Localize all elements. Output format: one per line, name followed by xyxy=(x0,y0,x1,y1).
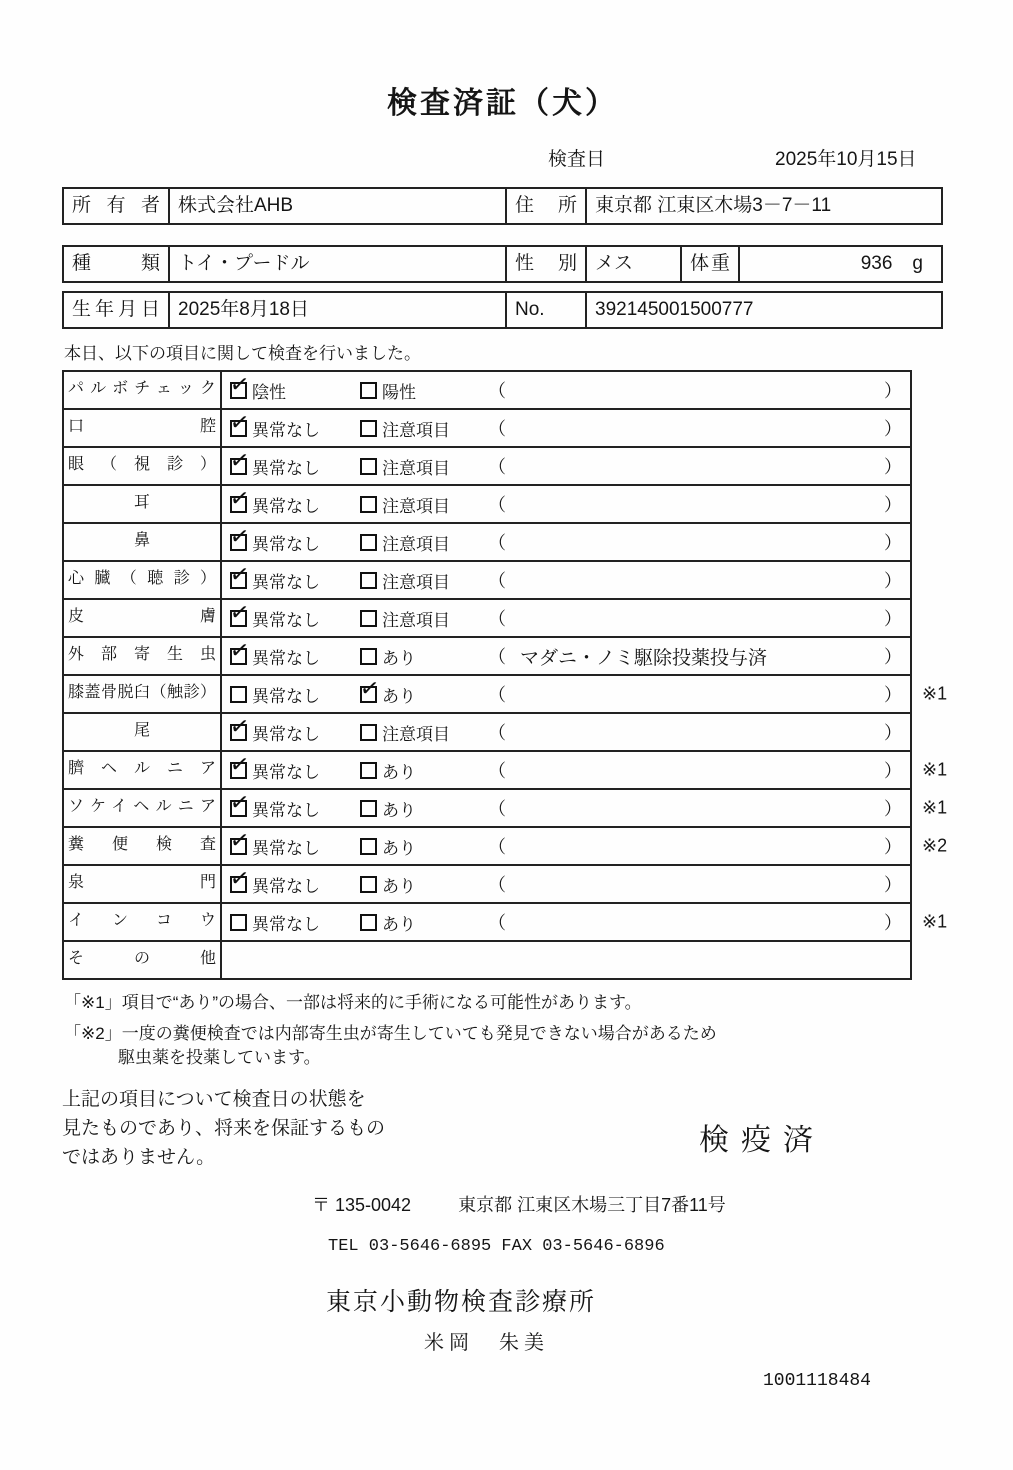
check-mark-icon: ✓ xyxy=(228,521,252,550)
checkbox-option xyxy=(360,834,488,859)
result-field xyxy=(488,833,910,859)
check-mark-icon: ✓ xyxy=(228,483,252,512)
checkbox-option xyxy=(360,568,488,593)
clinic-postal-address xyxy=(312,1191,943,1217)
open-parenthesis: （ xyxy=(488,495,506,515)
check-mark-icon: ✓ xyxy=(228,369,252,398)
inspection-item-label: 皮膚 xyxy=(64,600,222,636)
footnote-marker: ※1 xyxy=(922,797,948,818)
check-mark-icon: ✓ xyxy=(228,445,252,474)
inspection-date-label: 検査日 xyxy=(547,149,605,170)
inspection-row xyxy=(64,902,948,940)
inspection-row-body xyxy=(222,369,910,408)
open-parenthesis: （ xyxy=(488,913,506,933)
inspection-row xyxy=(64,749,948,788)
inspection-row-body xyxy=(222,635,910,674)
checkbox-unchecked xyxy=(230,686,247,703)
option-label: 異常なし xyxy=(252,762,320,782)
close-parenthesis: ） xyxy=(884,799,902,819)
option-label: 異常なし xyxy=(252,800,320,820)
inspection-item-label: 眼（視診） xyxy=(64,448,222,484)
result-field xyxy=(488,491,910,517)
open-parenthesis: （ xyxy=(488,875,506,895)
footnote-2-line2: 駆虫薬を投薬しています。 xyxy=(118,1048,321,1067)
option-label: 異常なし xyxy=(252,914,320,934)
inspection-date-value: 2025年10月15日 xyxy=(775,149,917,170)
checkbox-checked xyxy=(228,445,252,475)
option-label: あり xyxy=(382,838,416,858)
inspection-table xyxy=(62,369,948,980)
serial-number: 1001118484 xyxy=(762,1371,871,1391)
clinic-tel-fax: TEL 03-5646-6895 FAX 03-5646-6896 xyxy=(328,1237,665,1256)
checkbox-checked xyxy=(358,673,382,703)
option-label: 異常なし xyxy=(252,420,320,440)
open-parenthesis: （ xyxy=(488,685,506,705)
checkbox-option xyxy=(228,521,360,555)
option-label: 異常なし xyxy=(252,838,320,858)
option-label: 陰性 xyxy=(252,382,286,402)
inspection-row-body xyxy=(222,521,910,560)
open-parenthesis: （ xyxy=(488,571,506,591)
checkbox-option xyxy=(228,635,360,669)
disclaimer-line-1: 上記の項目について検査日の状態を xyxy=(62,1089,366,1110)
close-parenthesis: ） xyxy=(884,457,902,477)
footnote-marker: ※1 xyxy=(922,683,948,704)
close-parenthesis: ） xyxy=(884,419,902,439)
result-field xyxy=(488,681,910,707)
disclaimer-section xyxy=(62,1085,943,1181)
inspection-row-body xyxy=(222,904,910,940)
breed-value: トイ・プードル xyxy=(168,247,505,281)
checkbox-unchecked xyxy=(360,762,377,779)
checkbox-option xyxy=(228,445,360,479)
breed-label: 種類 xyxy=(72,253,160,274)
checkbox-option xyxy=(360,872,488,897)
inspection-row-body xyxy=(222,787,910,826)
inspection-row xyxy=(64,408,910,446)
close-parenthesis: ） xyxy=(884,761,902,781)
checkbox-unchecked xyxy=(360,914,377,931)
checkbox-checked xyxy=(228,635,252,665)
option-label: 注意項目 xyxy=(382,534,450,554)
postal-code: 〒 135-0042 xyxy=(312,1195,412,1215)
inspection-row xyxy=(64,673,948,712)
inspection-item-label: ソケイヘルニア xyxy=(64,790,222,826)
veterinarian-name: 米岡 朱美 xyxy=(424,1332,549,1354)
checkbox-option xyxy=(360,492,488,517)
inspection-item-label: 鼻 xyxy=(64,524,222,560)
checkbox-unchecked xyxy=(360,458,377,475)
result-field xyxy=(488,909,910,935)
checkbox-unchecked xyxy=(360,496,377,513)
checkbox-option xyxy=(360,416,488,441)
checkbox-option xyxy=(360,758,488,783)
quarantine-passed-stamp: 検疫済 xyxy=(699,1124,825,1157)
checkbox-option xyxy=(228,597,360,631)
checkbox-checked xyxy=(228,597,252,627)
inspection-date-row xyxy=(62,144,943,171)
inspection-row xyxy=(64,484,910,522)
inspection-row-body xyxy=(222,559,910,598)
close-parenthesis: ） xyxy=(884,913,902,933)
checkbox-option xyxy=(360,796,488,821)
open-parenthesis: （ xyxy=(488,799,506,819)
clinic-address: 東京都 江東区木場三丁目7番11号 xyxy=(458,1195,726,1215)
result-field xyxy=(488,567,910,593)
inspection-item-label: 膝蓋骨脱臼（触診） xyxy=(64,676,222,712)
close-parenthesis: ） xyxy=(884,685,902,705)
check-mark-icon: ✓ xyxy=(358,673,382,702)
result-field xyxy=(488,453,910,479)
inspection-item-label: 外部寄生虫 xyxy=(64,638,222,674)
option-label: 異常なし xyxy=(252,724,320,744)
inspection-row-body xyxy=(222,825,910,864)
result-field xyxy=(488,643,910,670)
checkbox-option xyxy=(360,530,488,555)
disclaimer-line-3: ではありません。 xyxy=(62,1147,216,1168)
result-field xyxy=(488,795,910,821)
checkbox-option xyxy=(228,369,360,403)
footnote-marker: ※1 xyxy=(922,911,948,932)
option-label: 異常なし xyxy=(252,458,320,478)
open-parenthesis: （ xyxy=(488,761,506,781)
check-mark-icon: ✓ xyxy=(228,597,252,626)
checkbox-checked xyxy=(228,711,252,741)
option-label: 注意項目 xyxy=(382,496,450,516)
checkbox-unchecked xyxy=(360,382,377,399)
birthdate-value: 2025年8月18日 xyxy=(168,293,505,327)
checkbox-unchecked xyxy=(230,914,247,931)
checkbox-option xyxy=(360,378,488,403)
weight-label: 体重 xyxy=(680,247,738,281)
close-parenthesis: ） xyxy=(884,723,902,743)
option-label: 注意項目 xyxy=(382,572,450,592)
option-label: 異常なし xyxy=(252,876,320,896)
number-value: 392145001500777 xyxy=(585,293,941,327)
checkbox-unchecked xyxy=(360,420,377,437)
inspection-item-label: 泉門 xyxy=(64,866,222,902)
inspection-item-label: パルボチェック xyxy=(64,372,222,408)
inspection-row xyxy=(64,940,910,978)
checkbox-unchecked xyxy=(360,838,377,855)
checkbox-checked xyxy=(228,749,252,779)
sex-value: メス xyxy=(585,247,680,281)
checkbox-checked xyxy=(228,483,252,513)
checkbox-unchecked xyxy=(360,648,377,665)
checkbox-unchecked xyxy=(360,724,377,741)
open-parenthesis: （ xyxy=(488,457,506,477)
inspection-row xyxy=(64,369,910,408)
weight-value-cell xyxy=(738,247,941,281)
option-label: 異常なし xyxy=(252,572,320,592)
inspection-row-body xyxy=(222,445,910,484)
checkbox-option xyxy=(360,454,488,479)
checkbox-checked xyxy=(228,369,252,399)
check-mark-icon: ✓ xyxy=(228,825,252,854)
owner-value: 株式会社AHB xyxy=(168,189,505,223)
check-mark-icon: ✓ xyxy=(228,711,252,740)
inspection-item-label: 臍ヘルニア xyxy=(64,752,222,788)
option-label: 注意項目 xyxy=(382,610,450,630)
checkbox-checked xyxy=(228,559,252,589)
inspection-row xyxy=(64,825,948,864)
checkbox-checked xyxy=(228,863,252,893)
option-label: あり xyxy=(382,686,416,706)
checkbox-option xyxy=(228,787,360,821)
result-field xyxy=(488,529,910,555)
checkbox-option xyxy=(228,483,360,517)
result-field xyxy=(488,377,910,403)
checkbox-option xyxy=(230,682,360,707)
open-parenthesis: （ xyxy=(488,837,506,857)
checkbox-option xyxy=(228,711,360,745)
checkbox-checked xyxy=(228,521,252,551)
close-parenthesis: ） xyxy=(884,837,902,857)
open-parenthesis: （ xyxy=(488,533,506,553)
checkbox-unchecked xyxy=(360,572,377,589)
option-label: 注意項目 xyxy=(382,420,450,440)
number-label: No. xyxy=(505,293,585,327)
inspection-row xyxy=(64,636,910,674)
checkbox-option xyxy=(358,673,488,707)
option-label: あり xyxy=(382,914,416,934)
checkbox-option xyxy=(228,749,360,783)
inspection-item-label: 口腔 xyxy=(64,410,222,446)
option-label: 異常なし xyxy=(252,534,320,554)
inspection-item-label: 尾 xyxy=(64,714,222,750)
sex-label: 性別 xyxy=(505,247,585,281)
inspection-row xyxy=(64,446,910,484)
inspection-row-body xyxy=(222,863,910,902)
inspection-row xyxy=(64,864,910,902)
check-mark-icon: ✓ xyxy=(228,749,252,778)
option-label: 異常なし xyxy=(252,610,320,630)
close-parenthesis: ） xyxy=(884,381,902,401)
checkbox-option xyxy=(228,407,360,441)
inspection-row xyxy=(64,560,910,598)
open-parenthesis: （ xyxy=(488,381,506,401)
inspection-row xyxy=(64,598,910,636)
option-label: あり xyxy=(382,876,416,896)
result-field xyxy=(488,605,910,631)
footnote-marker: ※2 xyxy=(922,835,948,856)
check-mark-icon: ✓ xyxy=(228,407,252,436)
result-field xyxy=(488,415,910,441)
open-parenthesis: （ xyxy=(488,647,506,667)
inspection-row-body xyxy=(222,407,910,446)
checkbox-unchecked xyxy=(360,610,377,627)
checkbox-option xyxy=(360,910,488,935)
pet-info-table xyxy=(62,245,943,283)
option-label: 異常なし xyxy=(252,648,320,668)
footnote-2-line1: 「※2」一度の糞便検査では内部寄生虫が寄生していても発見できない場合があるため xyxy=(64,1024,717,1043)
inspection-row-body xyxy=(222,673,910,712)
inspection-row xyxy=(64,787,948,826)
option-label: あり xyxy=(382,648,416,668)
weight-value: 936 xyxy=(860,253,893,274)
address-label: 住所 xyxy=(505,189,585,223)
inspection-row-body xyxy=(222,711,910,750)
checkbox-checked xyxy=(228,787,252,817)
option-label: 異常なし xyxy=(252,496,320,516)
close-parenthesis: ） xyxy=(884,647,902,667)
intro-text: 本日、以下の項目に関して検査を行いました。 xyxy=(64,344,421,363)
inspection-row xyxy=(64,522,910,560)
checkbox-checked xyxy=(228,825,252,855)
checkbox-option xyxy=(228,825,360,859)
checkbox-option xyxy=(228,559,360,593)
open-parenthesis: （ xyxy=(488,609,506,629)
result-field xyxy=(488,757,910,783)
checkbox-option xyxy=(360,720,488,745)
owner-table xyxy=(62,187,943,225)
clinic-name: 東京小動物検査診療所 xyxy=(326,1288,597,1316)
birthdate-label: 生年月日 xyxy=(72,299,160,320)
inspection-row-body xyxy=(222,749,910,788)
disclaimer-line-2: 見たものであり、将来を保証するもの xyxy=(62,1118,386,1139)
close-parenthesis: ） xyxy=(884,609,902,629)
option-label: 陽性 xyxy=(382,382,416,402)
address-value: 東京都 江東区木場3－7－11 xyxy=(585,189,941,223)
checkbox-checked xyxy=(228,407,252,437)
inspection-item-label: その他 xyxy=(64,942,222,978)
inspection-item-label: 耳 xyxy=(64,486,222,522)
document-title: 検査済証（犬） xyxy=(387,87,618,120)
footnote-1: 「※1」項目で“あり”の場合、一部は将来的に手術になる可能性があります。 xyxy=(64,993,642,1012)
inspection-row-body xyxy=(222,942,910,978)
option-label: 注意項目 xyxy=(382,724,450,744)
option-label: 異常なし xyxy=(252,686,320,706)
close-parenthesis: ） xyxy=(884,875,902,895)
close-parenthesis: ） xyxy=(884,571,902,591)
check-mark-icon: ✓ xyxy=(228,863,252,892)
close-parenthesis: ） xyxy=(884,533,902,553)
checkbox-unchecked xyxy=(360,876,377,893)
check-mark-icon: ✓ xyxy=(228,559,252,588)
open-parenthesis: （ xyxy=(488,419,506,439)
weight-unit: g xyxy=(912,253,923,274)
inspection-row-body xyxy=(222,483,910,522)
inspection-row-body xyxy=(222,597,910,636)
checkbox-option xyxy=(228,863,360,897)
check-mark-icon: ✓ xyxy=(228,787,252,816)
close-parenthesis: ） xyxy=(884,495,902,515)
result-field xyxy=(488,871,910,897)
inspection-item-label: 心臓（聴診） xyxy=(64,562,222,598)
inspection-item-label: インコウ xyxy=(64,904,222,940)
checkbox-unchecked xyxy=(360,800,377,817)
inspection-item-label: 糞便検査 xyxy=(64,828,222,864)
option-label: 注意項目 xyxy=(382,458,450,478)
birth-number-table xyxy=(62,291,943,329)
owner-label: 所有者 xyxy=(72,195,160,216)
check-mark-icon: ✓ xyxy=(228,635,252,664)
open-parenthesis: （ xyxy=(488,723,506,743)
checkbox-option xyxy=(230,910,360,935)
disclaimer-text xyxy=(62,1085,492,1172)
inspection-row xyxy=(64,712,910,750)
checkbox-option xyxy=(360,606,488,631)
option-label: あり xyxy=(382,762,416,782)
checkbox-unchecked xyxy=(360,534,377,551)
checkbox-option xyxy=(360,644,488,669)
result-field xyxy=(488,719,910,745)
footnote-marker: ※1 xyxy=(922,759,948,780)
result-text: マダニ・ノミ駆除投薬投与済 xyxy=(520,647,768,669)
option-label: あり xyxy=(382,800,416,820)
